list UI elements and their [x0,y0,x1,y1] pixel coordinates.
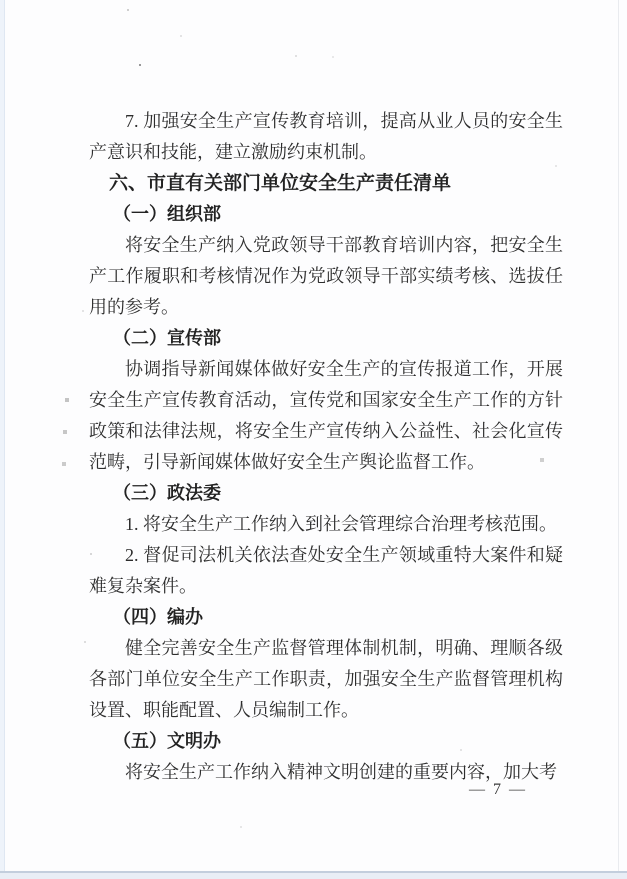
paragraph: 健全完善安全生产监督管理体制机制，明确、理顺各级各部门单位安全生产工作职责，加强安全生产监督管理机构设置、职能配置、人员编制工作。 [89,638,563,720]
paragraph: 7. 加强安全生产宣传教育培训，提高从业人员的安全生产意识和技能，建立激励约束机制。 [89,111,563,162]
heading-1: 六、市直有关部门单位安全生产责任清单 [109,173,452,194]
heading-2: （二）宣传部 [113,328,221,348]
heading-2: （三）政法委 [113,483,221,503]
paragraph: 2. 督促司法机关依法查处安全生产领域重特大案件和疑难复杂案件。 [89,545,563,596]
heading-2: （四）编办 [113,607,203,627]
paragraph: 协调指导新闻媒体做好安全生产的宣传报道工作，开展安全生产宣传教育活动，宣传党和国家安全生产工作的方针政策和法律法规，将安全生产宣传纳入公益性、社会化宣传范畴，引导新闻媒体做好安全生产舆论监督工作。 [89,359,563,472]
heading-2: （五）文明办 [113,731,221,751]
document-body [89,106,563,788]
paragraph: 将安全生产纳入党政领导干部教育培训内容，把安全生产工作履职和考核情况作为党政领导干部实绩考核、选拔任用的参考。 [89,235,563,317]
scan-edge-left [0,0,5,879]
heading-2: （一）组织部 [113,204,221,224]
scan-edge-right [618,0,619,879]
scan-edge-bottom [0,871,627,879]
paragraph: 将安全生产工作纳入精神文明创建的重要内容，加大考 [125,762,557,782]
paragraph: 1. 将安全生产工作纳入到社会管理综合治理考核范围。 [125,514,557,534]
page-number: — 7 — [469,781,527,798]
